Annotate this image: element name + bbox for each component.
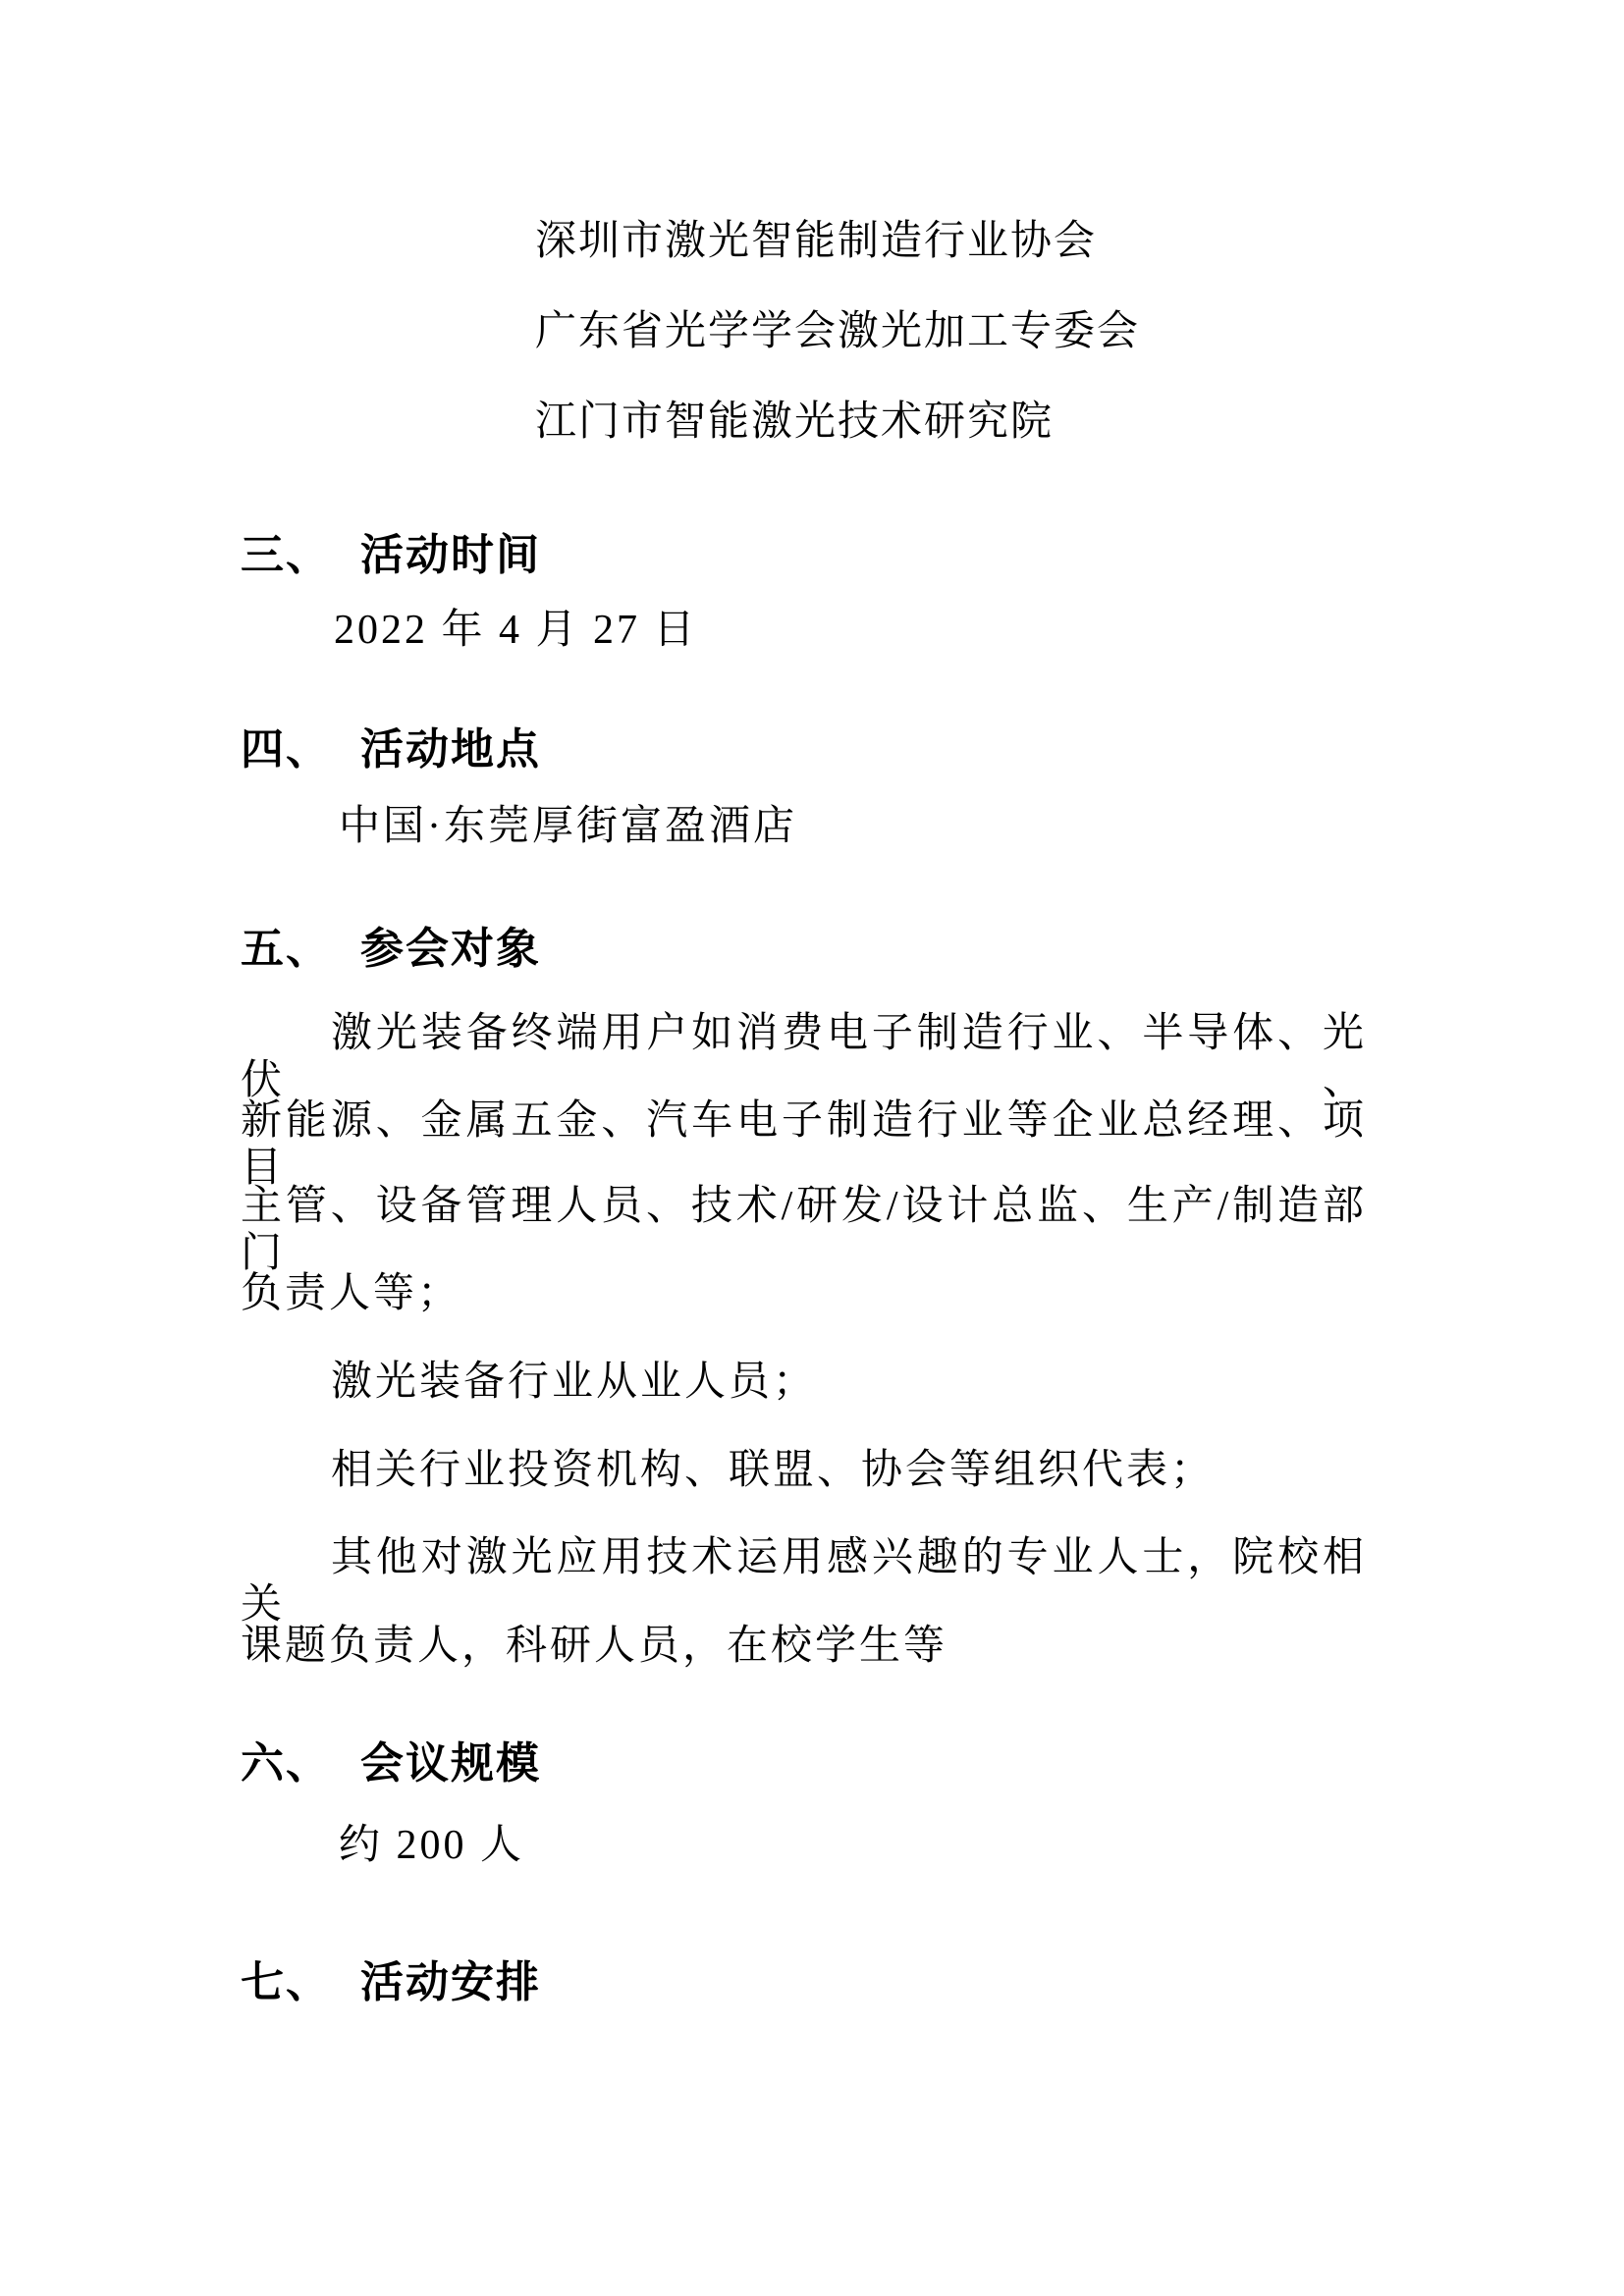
section-number: 五、 — [241, 925, 331, 973]
section-title: 活动地点 — [360, 725, 541, 774]
section-number: 七、 — [241, 1958, 331, 2006]
participants-paragraph-line: 课题负责人，科研人员，在校学生等 — [241, 1624, 948, 1669]
section-title: 活动安排 — [360, 1958, 541, 2006]
activity-date: 2022 年 4 月 27 日 — [334, 608, 698, 653]
section-number: 四、 — [241, 725, 331, 774]
organizer-line-2: 广东省光学学会激光加工专委会 — [535, 309, 1141, 354]
section-heading-activity-location — [241, 726, 541, 774]
organizer-line-3: 江门市智能激光技术研究院 — [535, 400, 1055, 445]
section-heading-participants — [241, 926, 541, 973]
section-heading-conference-scale — [241, 1740, 541, 1788]
participants-paragraph-line: 负责人等； — [241, 1271, 462, 1316]
section-title: 活动时间 — [360, 531, 541, 579]
conference-scale-value: 约 200 人 — [339, 1823, 525, 1868]
participants-item: 激光装备行业从业人员； — [331, 1360, 818, 1405]
activity-location: 中国·东莞厚街富盈酒店 — [339, 804, 797, 849]
participants-paragraph-line: 新能源、金属五金、汽车电子制造行业等企业总经理、项目 — [241, 1098, 1367, 1192]
participants-paragraph-line: 激光装备终端用户如消费电子制造行业、半导体、光伏、 — [241, 1011, 1367, 1104]
section-heading-activity-time — [241, 532, 541, 579]
section-title: 会议规模 — [360, 1739, 541, 1788]
organizer-line-1: 深圳市激光智能制造行业协会 — [535, 219, 1098, 264]
participants-paragraph-line: 主管、设备管理人员、技术/研发/设计总监、生产/制造部门 — [241, 1184, 1367, 1277]
section-title: 参会对象 — [360, 925, 541, 973]
section-heading-activity-schedule — [241, 1959, 541, 2006]
section-number: 六、 — [241, 1739, 331, 1788]
section-number: 三、 — [241, 531, 331, 579]
participants-item: 相关行业投资机构、联盟、协会等组织代表； — [331, 1448, 1216, 1493]
participants-paragraph-line: 其他对激光应用技术运用感兴趣的专业人士，院校相关 — [241, 1535, 1367, 1629]
